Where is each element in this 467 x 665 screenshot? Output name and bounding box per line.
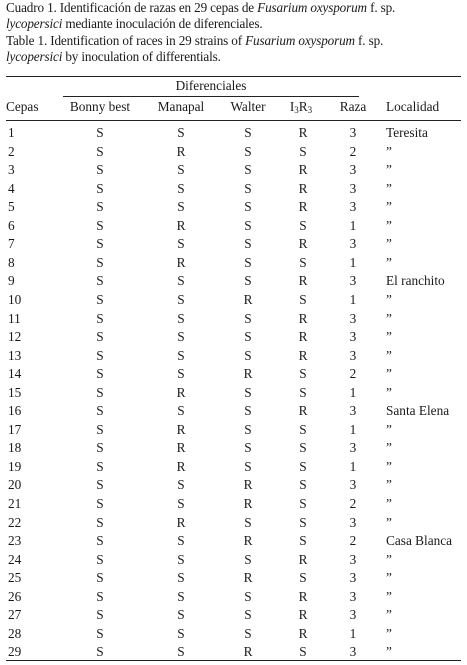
cell-raza: 1 xyxy=(349,458,357,474)
cell-i3r3: R xyxy=(298,199,308,215)
cell-localidad: ” xyxy=(386,384,392,400)
cell-cepa: 19 xyxy=(8,458,22,474)
cell-localidad: ” xyxy=(386,477,392,493)
cell-raza: 3 xyxy=(349,588,357,604)
cell-i3r3: S xyxy=(299,217,307,233)
caption-english xyxy=(6,33,464,66)
cell-walter: S xyxy=(244,143,252,159)
cell-i3r3: R xyxy=(298,625,308,641)
header-i3r3-sub1: 3 xyxy=(294,105,299,115)
cell-localidad: ” xyxy=(386,588,392,604)
cell-i3r3: S xyxy=(299,644,307,660)
cell-cepa: 18 xyxy=(8,440,22,456)
cell-cepa: 2 xyxy=(8,143,15,159)
cell-raza: 2 xyxy=(349,533,357,549)
cell-manapal: R xyxy=(176,143,186,159)
cell-bonny-best: S xyxy=(96,366,104,382)
table-caption xyxy=(6,0,464,65)
cell-manapal: S xyxy=(177,403,185,419)
cell-localidad: ” xyxy=(386,292,392,307)
cell-manapal: S xyxy=(177,496,185,511)
cell-localidad: ” xyxy=(386,180,392,196)
header-i3r3-sub2: 3 xyxy=(307,105,313,115)
cell-i3r3: S xyxy=(299,421,307,437)
cell-bonny-best: S xyxy=(96,440,104,456)
cell-bonny-best: S xyxy=(96,644,104,660)
cell-manapal: R xyxy=(176,254,186,270)
cell-i3r3: R xyxy=(298,588,308,604)
cell-bonny-best: S xyxy=(96,217,104,233)
group-header-rule xyxy=(63,96,359,97)
cell-localidad: ” xyxy=(386,162,392,178)
cell-bonny-best: S xyxy=(96,607,104,623)
cell-raza: 1 xyxy=(349,217,357,233)
cell-manapal: S xyxy=(177,125,185,140)
cell-walter: S xyxy=(244,254,252,270)
cell-localidad: Casa Blanca xyxy=(386,533,453,549)
cell-cepa: 24 xyxy=(8,551,22,567)
cell-bonny-best: S xyxy=(96,570,104,586)
table-top-rule xyxy=(6,76,461,77)
cell-walter: R xyxy=(243,570,253,586)
cell-cepa: 7 xyxy=(8,236,15,252)
cell-localidad: Santa Elena xyxy=(386,403,450,419)
cell-localidad: ” xyxy=(386,551,392,567)
cell-i3r3: R xyxy=(298,551,308,567)
cell-bonny-best: S xyxy=(96,533,104,549)
cell-cepa: 17 xyxy=(8,421,22,437)
cell-cepa: 23 xyxy=(8,533,22,549)
cell-manapal: S xyxy=(177,310,185,326)
cell-cepa: 8 xyxy=(8,254,15,270)
cell-i3r3: R xyxy=(298,236,308,252)
cell-manapal: S xyxy=(177,607,185,623)
header-i3r3 xyxy=(290,99,312,115)
cell-raza: 1 xyxy=(349,421,357,437)
cell-i3r3: S xyxy=(299,477,307,493)
cell-bonny-best: S xyxy=(96,477,104,493)
cell-manapal: S xyxy=(177,625,185,641)
cell-bonny-best: S xyxy=(96,273,104,289)
cell-manapal: S xyxy=(177,570,185,586)
cell-localidad: ” xyxy=(386,644,392,660)
cell-manapal: S xyxy=(177,199,185,215)
cell-raza: 3 xyxy=(349,440,357,456)
cell-i3r3: S xyxy=(299,143,307,159)
cell-bonny-best: S xyxy=(96,310,104,326)
cell-manapal: R xyxy=(176,514,186,530)
cell-bonny-best: S xyxy=(96,329,104,345)
cell-bonny-best: S xyxy=(96,588,104,604)
cell-manapal: S xyxy=(177,533,185,549)
cell-raza: 1 xyxy=(349,292,357,307)
cell-manapal: S xyxy=(177,366,185,382)
cell-cepa: 29 xyxy=(8,644,22,660)
cell-bonny-best: S xyxy=(96,421,104,437)
cell-bonny-best: S xyxy=(96,496,104,511)
cell-localidad: ” xyxy=(386,496,392,511)
cell-manapal: S xyxy=(177,273,185,289)
cell-walter: S xyxy=(244,403,252,419)
cell-walter: S xyxy=(244,551,252,567)
cell-i3r3: R xyxy=(298,329,308,345)
header-bonny-best: Bonny best xyxy=(69,99,131,114)
cell-i3r3: R xyxy=(298,162,308,178)
cell-manapal: S xyxy=(177,329,185,345)
cell-manapal: S xyxy=(177,180,185,196)
cell-manapal: R xyxy=(176,440,186,456)
cell-bonny-best: S xyxy=(96,254,104,270)
header-localidad: Localidad xyxy=(386,99,440,114)
cell-localidad: ” xyxy=(386,199,392,215)
cell-walter: R xyxy=(243,644,253,660)
cell-cepa: 10 xyxy=(8,292,22,307)
cell-localidad: ” xyxy=(386,607,392,623)
cell-raza: 1 xyxy=(349,625,357,641)
cell-bonny-best: S xyxy=(96,143,104,159)
cell-raza: 2 xyxy=(349,496,357,511)
cell-i3r3: R xyxy=(298,347,308,363)
cell-cepa: 28 xyxy=(8,625,22,641)
cell-raza: 3 xyxy=(349,199,357,215)
cell-walter: S xyxy=(244,458,252,474)
cell-bonny-best: S xyxy=(96,125,104,140)
cell-localidad: ” xyxy=(386,254,392,270)
cell-bonny-best: S xyxy=(96,347,104,363)
cell-walter: R xyxy=(243,496,253,511)
cell-walter: S xyxy=(244,329,252,345)
header-manapal: Manapal xyxy=(157,99,205,114)
cell-raza: 3 xyxy=(349,180,357,196)
cell-i3r3: R xyxy=(298,310,308,326)
header-bottom-rule xyxy=(6,120,461,121)
cell-localidad: ” xyxy=(386,143,392,159)
caption-es-forma: lycopersici xyxy=(6,16,63,32)
cell-walter: S xyxy=(244,310,252,326)
cell-bonny-best: S xyxy=(96,458,104,474)
cell-manapal: S xyxy=(177,292,185,307)
cell-manapal: R xyxy=(176,458,186,474)
caption-en-text: Table 1. Identification of races in 29 strains of xyxy=(6,32,246,48)
cell-manapal: R xyxy=(176,384,186,400)
cell-walter: S xyxy=(244,273,252,289)
cell-localidad: ” xyxy=(386,217,392,233)
cell-walter: S xyxy=(244,162,252,178)
cell-i3r3: S xyxy=(299,366,307,382)
cell-raza: 3 xyxy=(349,236,357,252)
cell-walter: S xyxy=(244,514,252,530)
cell-bonny-best: S xyxy=(96,625,104,641)
cell-cepa: 26 xyxy=(8,588,22,604)
cell-i3r3: S xyxy=(299,514,307,530)
cell-cepa: 22 xyxy=(8,514,22,530)
cell-cepa: 3 xyxy=(8,162,15,178)
cell-localidad: ” xyxy=(386,236,392,252)
cell-localidad: ” xyxy=(386,366,392,382)
cell-cepa: 4 xyxy=(8,180,15,196)
cell-cepa: 13 xyxy=(8,347,22,363)
cell-raza: 3 xyxy=(349,347,357,363)
cell-walter: R xyxy=(243,366,253,382)
cell-cepa: 11 xyxy=(8,310,21,326)
cell-bonny-best: S xyxy=(96,384,104,400)
cell-i3r3: S xyxy=(299,384,307,400)
cell-manapal: S xyxy=(177,644,185,660)
cell-bonny-best: S xyxy=(96,199,104,215)
cell-localidad: El ranchito xyxy=(386,273,445,289)
cell-manapal: S xyxy=(177,236,185,252)
table-bottom-rule xyxy=(6,660,461,661)
cell-cepa: 21 xyxy=(8,496,22,511)
cell-raza: 2 xyxy=(349,143,357,159)
cell-localidad: ” xyxy=(386,514,392,530)
cell-raza: 1 xyxy=(349,384,357,400)
cell-i3r3: S xyxy=(299,440,307,456)
cell-walter: S xyxy=(244,217,252,233)
cell-i3r3: R xyxy=(298,125,308,140)
cell-cepa: 14 xyxy=(8,366,22,382)
cell-cepa: 16 xyxy=(8,403,22,419)
cell-raza: 2 xyxy=(349,366,357,382)
header-raza: Raza xyxy=(339,99,367,114)
cell-cepa: 6 xyxy=(8,217,15,233)
cell-cepa: 5 xyxy=(8,199,15,215)
cell-bonny-best: S xyxy=(96,180,104,196)
cell-walter: S xyxy=(244,607,252,623)
cell-bonny-best: S xyxy=(96,551,104,567)
header-walter: Walter xyxy=(230,99,266,114)
caption-es-species: Fusarium oxysporum xyxy=(257,0,367,15)
cell-walter: S xyxy=(244,421,252,437)
cell-manapal: S xyxy=(177,551,185,567)
caption-en-species: Fusarium oxysporum xyxy=(245,32,355,48)
cell-localidad: ” xyxy=(386,347,392,363)
cell-walter: S xyxy=(244,236,252,252)
caption-en-suffix: by inoculation of differentials. xyxy=(62,48,221,64)
cell-bonny-best: S xyxy=(96,236,104,252)
cell-walter: R xyxy=(243,533,253,549)
cell-raza: 3 xyxy=(349,329,357,345)
cell-localidad: ” xyxy=(386,440,392,456)
header-cepas: Cepas xyxy=(6,99,39,114)
cell-cepa: 15 xyxy=(8,384,22,400)
cell-cepa: 12 xyxy=(8,329,22,345)
cell-walter: S xyxy=(244,199,252,215)
cell-walter: S xyxy=(244,588,252,604)
cell-i3r3: S xyxy=(299,496,307,511)
cell-raza: 3 xyxy=(349,273,357,289)
cell-raza: 3 xyxy=(349,162,357,178)
cell-raza: 3 xyxy=(349,477,357,493)
cell-i3r3: S xyxy=(299,292,307,307)
cell-bonny-best: S xyxy=(96,403,104,419)
cell-cepa: 27 xyxy=(8,607,22,623)
cell-manapal: S xyxy=(177,162,185,178)
cell-bonny-best: S xyxy=(96,162,104,178)
caption-es-fsp: f. sp. xyxy=(366,0,396,15)
cell-cepa: 25 xyxy=(8,570,22,586)
cell-cepa: 20 xyxy=(8,477,22,493)
cell-localidad: ” xyxy=(386,458,392,474)
cell-localidad: ” xyxy=(386,570,392,586)
cell-raza: 3 xyxy=(349,644,357,660)
cell-raza: 3 xyxy=(349,310,357,326)
cell-walter: S xyxy=(244,180,252,196)
cell-localidad: Teresita xyxy=(386,125,428,140)
caption-es-suffix: mediante inoculación de diferenciales. xyxy=(62,16,263,32)
cell-walter: S xyxy=(244,625,252,641)
header-i3r3-r: R xyxy=(298,99,308,114)
cell-manapal: S xyxy=(177,347,185,363)
cell-manapal: R xyxy=(176,421,186,437)
cell-walter: S xyxy=(244,125,252,140)
cell-i3r3: S xyxy=(299,533,307,549)
header-i3r3-i: I xyxy=(289,99,295,114)
cell-localidad: ” xyxy=(386,329,392,345)
cell-manapal: S xyxy=(177,477,185,493)
header-diferenciales: Diferenciales xyxy=(175,78,247,93)
cell-walter: R xyxy=(243,292,253,307)
cell-i3r3: S xyxy=(299,254,307,270)
cell-raza: 3 xyxy=(349,551,357,567)
cell-walter: R xyxy=(243,477,253,493)
cell-manapal: R xyxy=(176,217,186,233)
cell-walter: S xyxy=(244,347,252,363)
caption-en-fsp: f. sp. xyxy=(354,32,384,48)
cell-i3r3: S xyxy=(299,570,307,586)
cell-walter: S xyxy=(244,384,252,400)
caption-es-text: Cuadro 1. Identificación de razas en 29 cepas de xyxy=(6,0,258,15)
cell-i3r3: R xyxy=(298,607,308,623)
cell-raza: 3 xyxy=(349,514,357,530)
caption-en-forma: lycopersici xyxy=(6,48,63,64)
cell-manapal: S xyxy=(177,588,185,604)
cell-raza: 3 xyxy=(349,125,357,140)
cell-raza: 3 xyxy=(349,570,357,586)
cell-walter: S xyxy=(244,440,252,456)
cell-bonny-best: S xyxy=(96,514,104,530)
cell-localidad: ” xyxy=(386,625,392,641)
cell-i3r3: S xyxy=(299,458,307,474)
cell-i3r3: R xyxy=(298,403,308,419)
cell-i3r3: R xyxy=(298,180,308,196)
cell-localidad: ” xyxy=(386,421,392,437)
cell-localidad: ” xyxy=(386,310,392,326)
cell-bonny-best: S xyxy=(96,292,104,307)
cell-raza: 1 xyxy=(349,254,357,270)
cell-raza: 3 xyxy=(349,403,357,419)
cell-i3r3: R xyxy=(298,273,308,289)
caption-spanish xyxy=(6,0,464,33)
cell-cepa: 9 xyxy=(8,273,15,289)
cell-cepa: 1 xyxy=(8,125,15,140)
cell-raza: 3 xyxy=(349,607,357,623)
